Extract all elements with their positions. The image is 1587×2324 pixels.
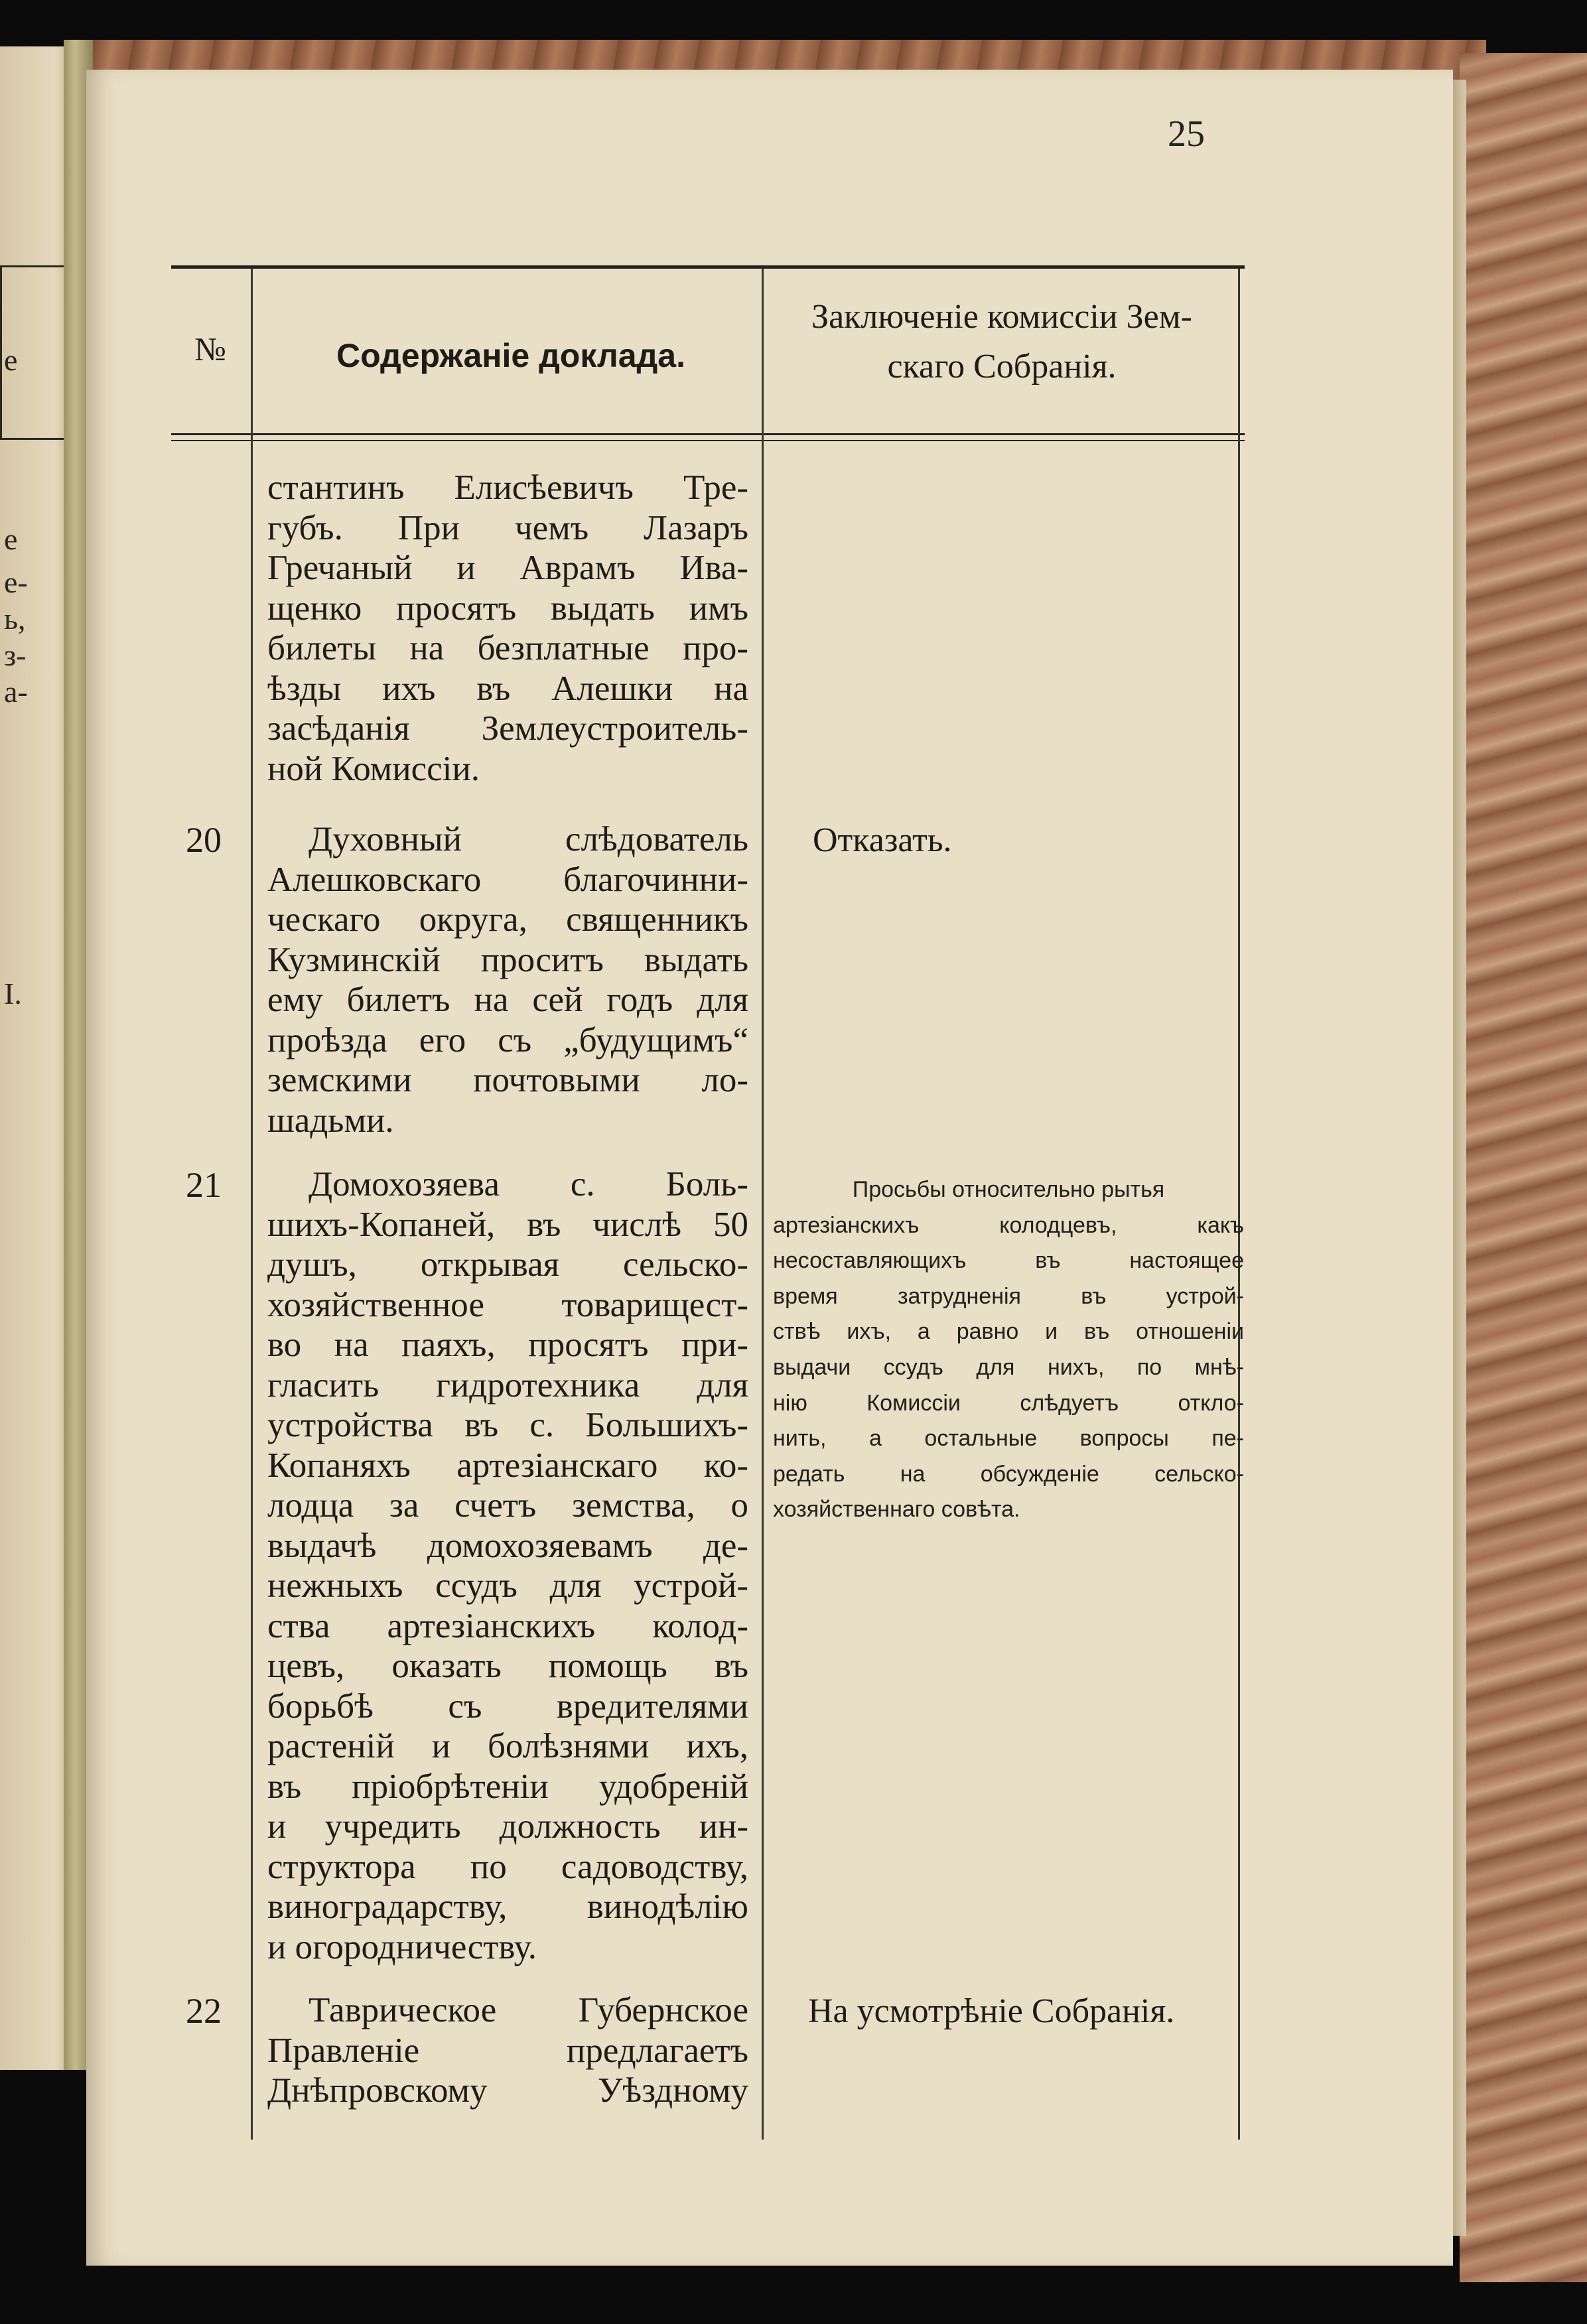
header-number: № xyxy=(194,330,226,368)
content-line: земскими почтовыми ло- xyxy=(267,1061,748,1099)
row-number: 22 xyxy=(186,1991,222,2031)
conclusion-line: несоставляющихъ въ настоящее xyxy=(773,1248,1244,1274)
conclusion-line: ствѣ ихъ, а равно и въ отношеніи xyxy=(773,1319,1244,1345)
row-conclusion: На усмотрѣніе Собранія. xyxy=(808,1992,1175,2030)
row-conclusion xyxy=(773,1172,1244,1528)
content-line: ему билетъ на сей годъ для xyxy=(267,981,748,1019)
content-line: Духовный слѣдователь xyxy=(309,820,748,858)
content-line: и учредить должность ин- xyxy=(267,1807,748,1846)
content-line: Правленіе предлагаетъ xyxy=(267,2031,748,2070)
content-line: душъ, открывая сельско- xyxy=(267,1245,748,1284)
header-conclusion-line: скаго Собранія. xyxy=(887,348,1117,386)
content-line: структора по садоводству, xyxy=(267,1847,748,1886)
content-line: губъ. При чемъ Лазаръ xyxy=(267,508,748,547)
conclusion-line: артезіанскихъ колодцевъ, какъ xyxy=(773,1212,1244,1238)
left-page-fragment: е xyxy=(4,343,18,377)
content-line: выдачѣ домохозяевамъ де- xyxy=(267,1526,748,1565)
conclusion-line: Просьбы относительно рытья xyxy=(852,1177,1165,1202)
content-line: хозяйственное товарищест- xyxy=(267,1285,748,1324)
row-content xyxy=(267,819,748,1140)
content-line: щенко просятъ выдать имъ xyxy=(267,588,748,628)
conclusion-line: выдачи ссудъ для нихъ, по мнѣ- xyxy=(773,1354,1244,1380)
table-top-rule xyxy=(171,265,1245,269)
content-line: нежныхъ ссудъ для устрой- xyxy=(267,1566,748,1605)
table-header-rule xyxy=(171,433,1245,435)
book-cover-right-edge xyxy=(1460,53,1587,2282)
column-divider xyxy=(251,269,253,2140)
content-line: во на паяхъ, просятъ при- xyxy=(267,1326,748,1364)
left-page-vrule xyxy=(0,265,2,438)
conclusion-line: редать на обсужденіе сельско- xyxy=(773,1461,1244,1487)
row-content xyxy=(267,468,748,789)
conclusion-line: нію Комиссіи слѣдуетъ откло- xyxy=(773,1390,1244,1416)
header-content: Содержаніе доклада. xyxy=(336,337,685,374)
row-content xyxy=(267,1164,748,1967)
left-page-fragment: а- xyxy=(4,675,28,709)
conclusion-line: нить, а остальные вопросы пе- xyxy=(773,1426,1244,1452)
content-line: Копаняхъ артезіанскаго ко- xyxy=(267,1446,748,1485)
row-conclusion: Отказать. xyxy=(813,821,952,859)
content-line: въ пріобрѣтеніи удобреній xyxy=(267,1767,748,1806)
header-conclusion-line: Заключеніе комиссіи Зем- xyxy=(811,298,1192,336)
column-divider xyxy=(762,269,764,2140)
table-header-rule xyxy=(171,440,1245,441)
conclusion-line: хозяйственнаго совѣта. xyxy=(773,1497,1020,1523)
content-line: шихъ-Копаней, въ числѣ 50 xyxy=(267,1205,748,1244)
content-line: стантинъ Елисѣевичъ Тре- xyxy=(267,468,748,507)
content-line: Домохозяева с. Боль- xyxy=(309,1165,748,1203)
page-number: 25 xyxy=(1168,113,1205,155)
content-line: и огородничеству. xyxy=(267,1927,537,1966)
content-line: борьбѣ съ вредителями xyxy=(267,1686,748,1726)
left-page-fragment: е- xyxy=(4,565,28,599)
content-line: Алешковскаго благочинни- xyxy=(267,860,748,899)
content-line: шадьми. xyxy=(267,1101,394,1140)
content-line: ѣзды ихъ въ Алешки на xyxy=(267,669,748,708)
left-page-fragment: з- xyxy=(4,638,27,672)
content-line: ства артезіанскихъ колод- xyxy=(267,1606,748,1645)
content-line: ной Комиссіи. xyxy=(267,749,480,788)
content-line: Кузминскій проситъ выдать xyxy=(267,940,748,979)
content-line: Таврическое Губернское xyxy=(309,1991,748,2029)
content-line: ческаго округа, священникъ xyxy=(267,900,748,939)
row-content xyxy=(267,1990,748,2111)
content-line: цевъ, оказать помощь въ xyxy=(267,1647,748,1685)
left-page-fragment: I. xyxy=(4,977,22,1010)
row-number: 20 xyxy=(186,820,222,860)
content-line: устройства въ с. Большихъ- xyxy=(267,1406,748,1444)
content-line: лодца за счетъ земства, о xyxy=(267,1486,748,1525)
content-line: гласить гидротехника для xyxy=(267,1365,748,1404)
content-line: засѣданія Землеустроитель- xyxy=(267,709,748,748)
left-page-fragment: е xyxy=(4,522,18,556)
content-line: Гречаный и Аврамъ Ива- xyxy=(267,549,748,587)
content-line: виноградарству, винодѣлію xyxy=(267,1887,748,1926)
content-line: Днѣпровскому Уѣздному xyxy=(267,2071,748,2110)
header-conclusion xyxy=(770,292,1234,392)
conclusion-line: время затрудненія въ устрой- xyxy=(773,1283,1244,1309)
content-line: билеты на безплатные про- xyxy=(267,629,748,667)
content-line: проѣзда его съ „будущимъ“ xyxy=(267,1020,748,1059)
content-line: растеній и болѣзнями ихъ, xyxy=(267,1727,748,1765)
row-number: 21 xyxy=(186,1165,222,1205)
left-page-fragment: ь, xyxy=(4,602,26,636)
